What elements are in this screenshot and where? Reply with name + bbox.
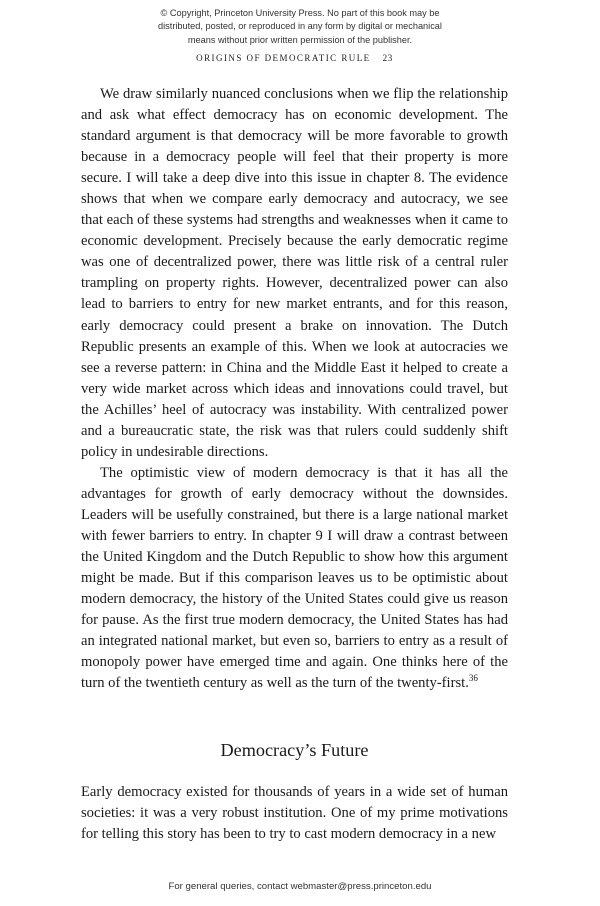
- text-block: [81, 84, 508, 846]
- copyright-line-3: means without prior written permission of the publisher.: [187, 34, 413, 45]
- footnote-marker: 36: [468, 673, 478, 684]
- copyright-notice: [110, 7, 490, 47]
- running-head-title: ORIGINS OF DEMOCRATIC RULE: [196, 53, 371, 63]
- copyright-line-1: © Copyright, Princeton University Press. No part of this book may be: [160, 8, 440, 18]
- page-number: 23: [382, 53, 393, 63]
- paragraph-3: Early democracy existed for thousands of years in a wide set of human societies: it was a very robust institution. One of my prime motivations for telling this story has been to try to cast modern democracy in a new: [81, 784, 508, 843]
- heading-spacer-below: [81, 762, 508, 782]
- heading-spacer-above: [81, 694, 508, 738]
- footer-queries: For general queries, contact webmaster@press.princeton.edu: [168, 881, 432, 892]
- section-heading: Democracy’s Future: [220, 740, 369, 761]
- paragraph-2: [81, 463, 508, 695]
- running-head: [81, 53, 508, 63]
- copyright-line-2: distributed, posted, or reproduced in any form by digital or mechanical: [158, 21, 442, 32]
- paragraph-1: We draw similarly nuanced conclusions when we flip the relationship and ask what effect democracy has on economic development. The standard argument is that democracy will be more favorable to growth because in a democracy people will feel that their property is more secure. I will take a deep dive into this issue in chapter 8. The evidence shows that when we compare early democracy and autocracy, we see that each of these systems had strengths and weaknesses when it came to economic development. Precisely because the early democratic regime was one of decentralized power, there was little risk of a central ruler trampling on property rights. However, decentralized power can also lead to barriers to entry for new market entrants, and for this reason, early democracy could present a brake on innovation. The Dutch Republic presents an example of this. When we look at autocracies we see a reverse pattern: in China and the Middle East it helped to create a very wide market across which ideas and innovations could travel, but the Achilles’ heel of autocracy was instability. With centralized power and a bureaucratic state, the risk was that rulers could suddenly shift policy in undesirable directions.: [81, 86, 508, 460]
- paragraph-2-text: The optimistic view of modern democracy is that it has all the advantages for growth of early democracy without the downsides. Leaders will be usefully constrained, but there is a large national market with fewer barriers to entry. In chapter 9 I will draw a contrast between the United Kingdom and the Dutch Republic to show how this argument might be made. But if this comparison leaves us to be optimistic about modern democracy, the history of the United States could give us reason for pause. As the first true modern democracy, the United States has had an integrated national market, but even so, barriers to entry as a result of monopoly power have emerged time and again. One thinks here of the turn of the twentieth century as well as the turn of the twenty-first.: [81, 464, 508, 692]
